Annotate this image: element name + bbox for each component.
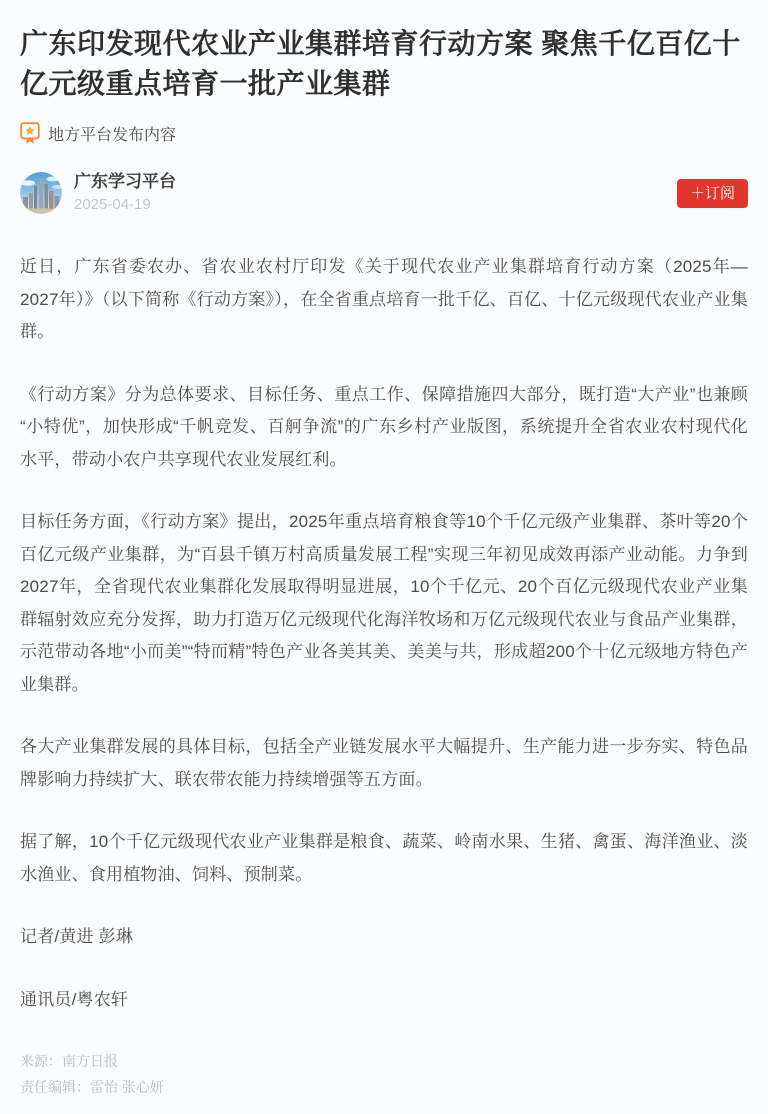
article-paragraph: 据了解，10个千亿元级现代农业产业集群是粮食、蔬菜、岭南水果、生猪、禽蛋、海洋渔业、淡水渔业、食用植物油、饲料、预制菜。 [20, 832, 748, 884]
article-footer [20, 1046, 748, 1100]
article-paragraph: 目标任务方面，《行动方案》提出，2025年重点培育粮食等10个千亿元级产业集群、茶叶等20个百亿元级产业集群，为“百县千镇万村高质量发展工程”实现三年初见成效再添产业动能。力争到2027年，全省现代农业集群化发展取得明显进展，10个千亿元、20个百亿元级现代农业产业集群辐射效应充分发挥，助力打造万亿元级现代化海洋牧场和万亿元级现代农业与食品产业集群，示范带动各地“小而美”“特而精”特色产业各美其美、美美与共，形成超200个十亿元级地方特色产业集群。 [20, 512, 748, 694]
editor-line: 责任编辑：雷怡 张心妍 [20, 1079, 164, 1095]
article-paragraph: 记者/黄进 彭琳 [20, 927, 134, 946]
publisher-row [20, 171, 748, 215]
article-paragraph: 通讯员/粤农轩 [20, 989, 129, 1009]
page-title: 广东印发现代农业产业集群培育行动方案 聚焦千亿百亿十亿元级重点培育一批产业集群 [20, 28, 741, 99]
source-line: 来源：南方日报 [20, 1053, 118, 1069]
article-paragraph: 《行动方案》分为总体要求、目标任务、重点工作、保障措施四大部分，既打造“大产业”也兼顾“小特优”，加快形成“千帆竞发、百舸争流”的广东乡村产业版图，系统提升全省农业农村现代化水平，带动小农户共享现代农业发展红利。 [20, 384, 748, 469]
content-tag-label: 地方平台发布内容 [48, 127, 177, 144]
publish-date: 2025-04-19 [74, 196, 151, 213]
article-paragraph: 近日，广东省委农办、省农业农村厅印发《关于现代农业产业集群培育行动方案（2025年—2027年）》（以下简称《行动方案》），在全省重点培育一批千亿、百亿、十亿元级现代农业产业集群。 [20, 257, 748, 341]
content-tag [20, 122, 748, 145]
publisher-avatar[interactable] [20, 172, 62, 214]
publisher-meta [74, 171, 677, 215]
badge-star-icon [20, 122, 40, 145]
publisher-name: 广东学习平台 [74, 172, 176, 191]
article-paragraph: 各大产业集群发展的具体目标，包括全产业链发展水平大幅提升、生产能力进一步夯实、特色品牌影响力持续扩大、联农带农能力持续增强等五方面。 [20, 737, 748, 789]
article-body [20, 251, 748, 1016]
subscribe-button[interactable]: ＋订阅 [677, 179, 748, 208]
